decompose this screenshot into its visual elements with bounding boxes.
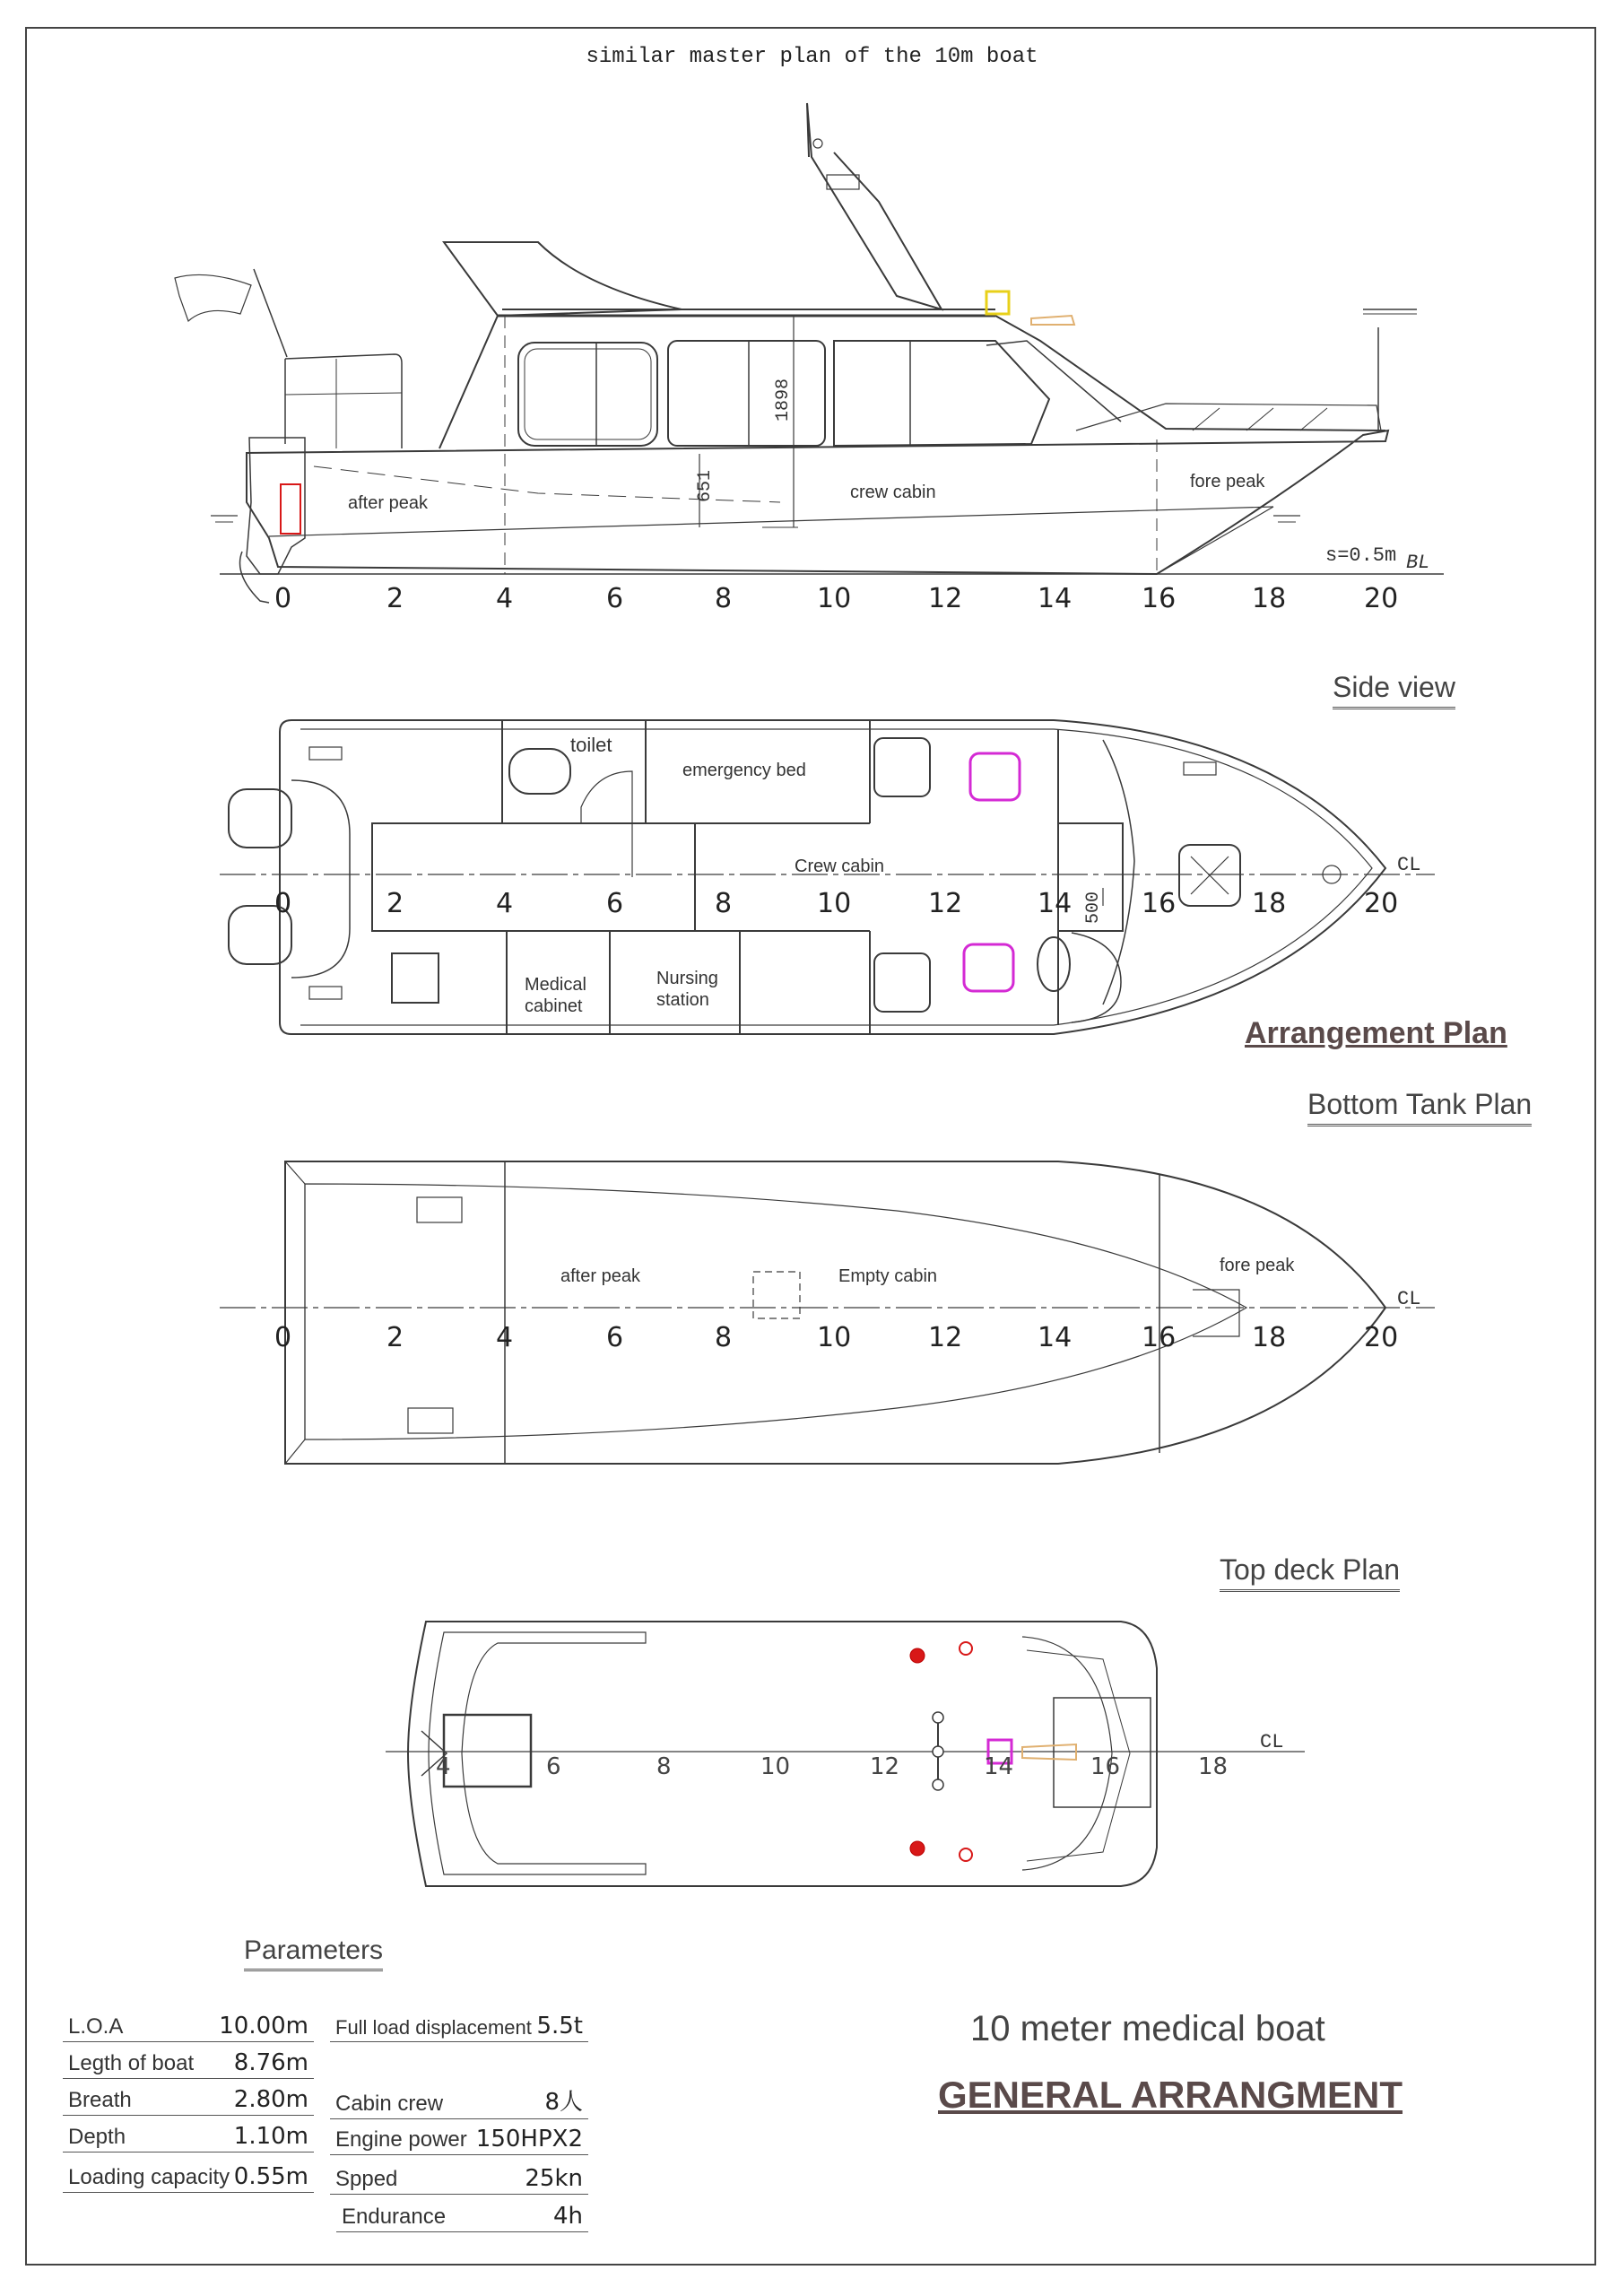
side-after-peak-label: after peak [348,493,428,513]
arrangement-tick: 12 [928,888,963,919]
general-arrangement-title: GENERAL ARRANGMENT [938,2074,1403,2116]
side-fore-peak-label: fore peak [1190,472,1265,491]
param-row [63,2160,314,2193]
side-tick: 20 [1364,583,1399,614]
param-row [63,2046,314,2079]
top-deck-tick: 14 [984,1753,1014,1780]
tank-tick: 12 [928,1322,963,1353]
baseline-label: BL [1406,552,1430,574]
scale-note: s=0.5m [1325,544,1397,567]
side-view-drawing [175,103,1444,603]
arrangement-tick: 14 [1038,888,1073,919]
tank-after-peak-label: after peak [560,1266,640,1286]
top-deck-tick: 8 [656,1753,672,1780]
top-deck-tick: 4 [436,1753,451,1780]
top-deck-plan-drawing [386,1622,1305,1886]
dim-1898: 1898 [773,378,794,422]
param-value: 25kn [525,2165,583,2192]
param-label: Endurance [342,2205,447,2229]
top-deck-tick: 6 [546,1753,561,1780]
side-tick: 2 [386,583,404,614]
arrangement-tick: 0 [274,888,292,919]
arrangement-tick: 16 [1142,888,1177,919]
tank-tick: 16 [1142,1322,1177,1353]
top-deck-tick: 18 [1198,1753,1229,1780]
medical-cabinet-label-1: Medical [525,975,586,995]
dim-651: 651 [695,469,716,502]
param-row [63,2009,314,2042]
param-label: Cabin crew [335,2092,444,2116]
arrangement-tick: 20 [1364,888,1399,919]
bottom-tank-plan-title: Bottom Tank Plan [1307,1088,1532,1121]
arrangement-plan-drawing [220,720,1435,1034]
crew-cabin-label: Crew cabin [795,857,885,876]
tank-tick: 10 [817,1322,852,1353]
arrangement-centerline-label: CL [1397,854,1421,876]
side-view-title: Side view [1333,671,1455,704]
side-tick: 14 [1038,583,1073,614]
medical-cabinet-label-2: cabinet [525,996,583,1016]
side-tick: 4 [496,583,514,614]
top-deck-tick: 16 [1090,1753,1121,1780]
tank-tick: 14 [1038,1322,1073,1353]
param-row [63,2083,314,2116]
emergency-bed-label: emergency bed [682,761,806,780]
param-row [330,2122,588,2155]
side-crew-cabin-label: crew cabin [850,483,936,502]
arrangement-tick: 18 [1252,888,1287,919]
tank-tick: 0 [274,1322,292,1353]
param-value: 8.76m [233,2049,308,2076]
side-tick: 10 [817,583,852,614]
param-value: 10.00m [219,2013,308,2039]
arrangement-tick: 8 [715,888,733,919]
top-deck-tick: 10 [760,1753,791,1780]
side-tick: 18 [1252,583,1287,614]
tank-empty-cabin-label: Empty cabin [838,1266,938,1286]
param-value: 1.10m [233,2123,308,2150]
top-deck-plan-title: Top deck Plan [1220,1553,1400,1587]
arrangement-tick: 10 [817,888,852,919]
param-value: 4h [552,2203,583,2230]
bottom-tank-plan-drawing [220,1161,1435,1464]
param-label: Breath [68,2088,132,2112]
boat-subtitle: 10 meter medical boat [970,2009,1325,2048]
arrangement-tick: 6 [606,888,624,919]
tank-tick: 20 [1364,1322,1399,1353]
tank-tick: 4 [496,1322,514,1353]
arrangement-tick: 2 [386,888,404,919]
tank-tick: 18 [1252,1322,1287,1353]
tank-tick: 8 [715,1322,733,1353]
param-label: Depth [68,2125,126,2149]
side-tick: 6 [606,583,624,614]
side-tick: 0 [274,583,292,614]
param-value: 0.55m [233,2163,308,2190]
dim-500: 500 [1083,891,1104,924]
parameters-title: Parameters [244,1935,383,1966]
param-row [336,2199,588,2232]
param-label: Loading capacity [68,2165,230,2189]
arrangement-tick: 4 [496,888,514,919]
param-row [330,2161,588,2195]
tank-tick: 6 [606,1322,624,1353]
param-label: Spped [335,2167,398,2191]
nursing-station-label-1: Nursing [656,969,718,988]
tank-fore-peak-label: fore peak [1220,1256,1295,1275]
param-row [330,2009,588,2042]
top-deck-centerline-label: CL [1260,1731,1284,1753]
param-row [63,2119,314,2152]
nursing-station-label-2: station [656,990,709,1010]
param-label: Legth of boat [68,2051,195,2075]
side-tick: 12 [928,583,963,614]
param-label: L.O.A [68,2014,124,2039]
tank-tick: 2 [386,1322,404,1353]
side-tick: 16 [1142,583,1177,614]
param-label: Engine power [335,2127,467,2152]
param-value: 150HPX2 [475,2126,583,2152]
param-value: 5.5t [536,2013,583,2039]
tank-centerline-label: CL [1397,1288,1421,1310]
param-value: 8人 [544,2089,583,2116]
param-value: 2.80m [233,2086,308,2113]
toilet-label: toilet [570,734,612,756]
drawing-title: similar master plan of the 10m boat [586,45,1038,69]
param-row [330,2086,588,2119]
param-label: Full load displacement [335,2016,532,2039]
side-tick: 8 [715,583,733,614]
top-deck-tick: 12 [870,1753,900,1780]
arrangement-plan-title: Arrangement Plan [1245,1016,1507,1050]
